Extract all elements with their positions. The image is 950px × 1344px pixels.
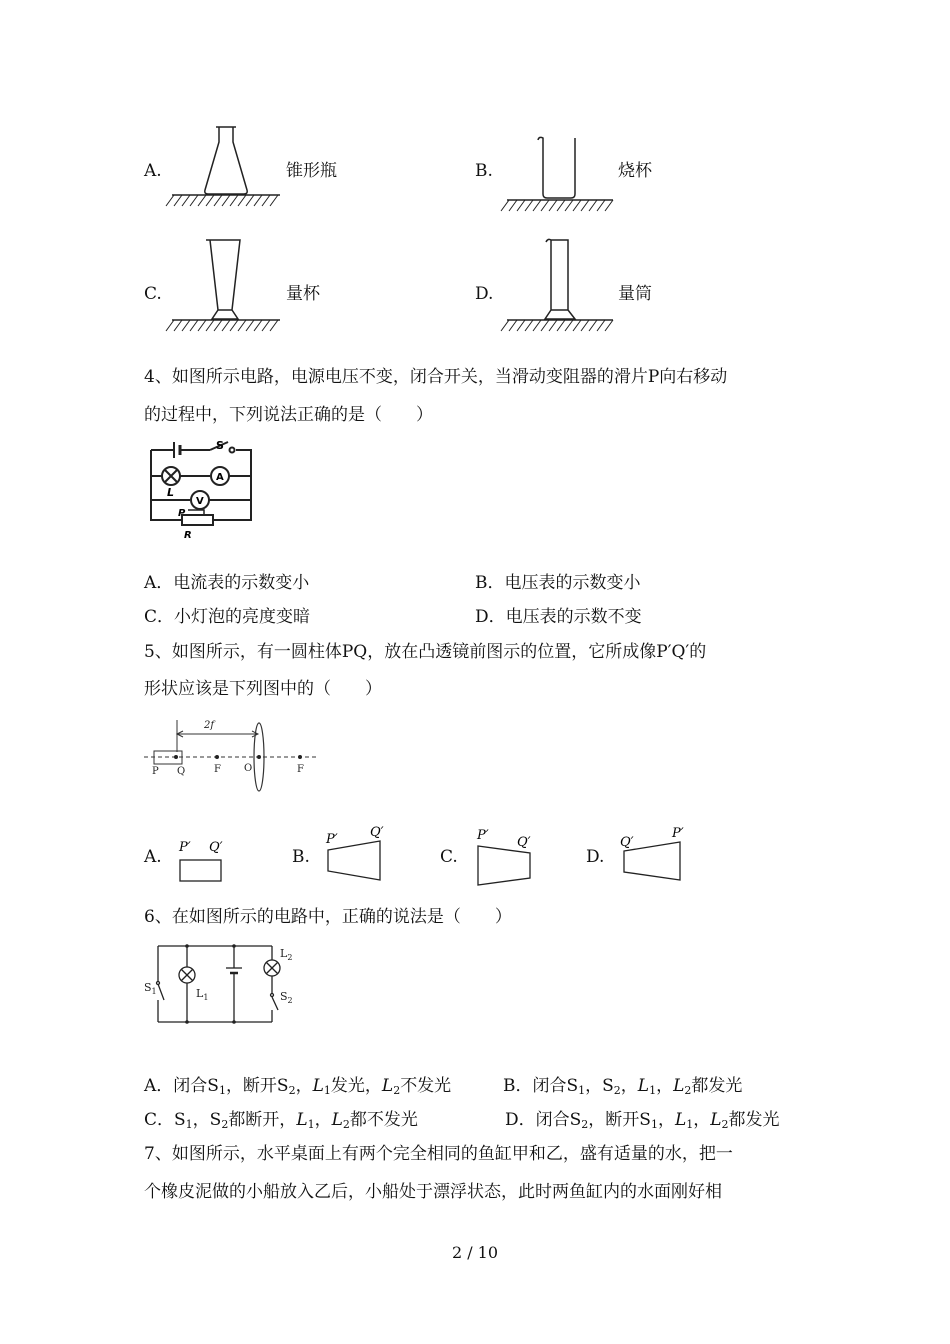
optical-center-label: O xyxy=(244,763,253,774)
option-letter: D. xyxy=(475,284,494,304)
option-name: 量杯 xyxy=(286,284,320,304)
left-label: P′ xyxy=(477,828,489,843)
option-letter: B. xyxy=(292,847,310,867)
q4-stem-line1: 4、如图所示电路，电源电压不变，闭合开关，当滑动变阻器的滑片P向右移动 xyxy=(144,367,728,387)
s2-sub: 2 xyxy=(287,996,293,1005)
slider-label: P xyxy=(178,508,186,519)
q4-circuit-diagram xyxy=(144,436,259,544)
q4-option-d: D．电压表的示数不变 xyxy=(475,607,642,627)
image-shape-d xyxy=(616,822,688,884)
option-letter: B. xyxy=(475,161,493,181)
voltmeter-label: V xyxy=(196,496,204,507)
focus-right-label: F xyxy=(297,764,304,775)
l1-sub: 1 xyxy=(203,993,209,1002)
option-letter: C. xyxy=(144,284,162,304)
q4-option-b: B．电压表的示数变小 xyxy=(475,573,641,593)
option-name: 量筒 xyxy=(618,284,652,304)
option-letter: A. xyxy=(144,161,162,181)
right-label: Q′ xyxy=(209,840,223,855)
q6-option-b: B．闭合$S_1$，$S_2$，$L_1$，$L_2$都发光 xyxy=(503,1076,743,1097)
switch-label: S xyxy=(216,439,224,452)
left-label: Q′ xyxy=(620,835,634,850)
two-f-label: 2f xyxy=(204,720,215,731)
svg-text:S2 xyxy=(280,990,293,1005)
q6-option-d: D．闭合$S_2$，断开$S_1$，$L_1$，$L_2$都发光 xyxy=(505,1110,780,1131)
left-label: P′ xyxy=(179,840,191,855)
lamp-label: L xyxy=(167,486,175,499)
conical-flask-figure xyxy=(170,122,285,212)
focus-left-label: F xyxy=(214,764,221,775)
s2-label: S xyxy=(280,990,288,1003)
option-name: 烧杯 xyxy=(618,161,652,181)
measuring-cup-figure xyxy=(170,232,285,336)
q4-option-a: A．电流表的示数变小 xyxy=(144,573,310,593)
q6-option-c: C．$S_1$，$S_2$都断开，$L_1$，$L_2$都不发光 xyxy=(144,1110,418,1131)
option-letter: A. xyxy=(144,847,162,867)
option-name: 锥形瓶 xyxy=(286,161,337,181)
point-p-label: P xyxy=(152,766,159,777)
page-number: 2 / 10 xyxy=(451,1243,499,1262)
graduated-cylinder-figure xyxy=(505,232,617,336)
image-shape-b xyxy=(322,822,392,884)
q6-circuit-diagram xyxy=(144,938,304,1034)
q4-option-c: C．小灯泡的亮度变暗 xyxy=(144,607,311,627)
option-letter: D. xyxy=(586,847,605,867)
rheostat-label: R xyxy=(184,530,192,541)
q7-stem-line1: 7、如图所示，水平桌面上有两个完全相同的鱼缸甲和乙，盛有适量的水，把一 xyxy=(144,1144,733,1164)
option-letter: C. xyxy=(440,847,458,867)
q5-stem-line1: 5、如图所示，有一圆柱体PQ，放在凸透镜前图示的位置，它所成像P′Q′的 xyxy=(144,642,707,662)
right-label: Q′ xyxy=(517,835,531,850)
q6-stem: 6、在如图所示的电路中，正确的说法是（ ） xyxy=(144,907,512,927)
l1-label: L xyxy=(196,987,204,1000)
beaker-figure xyxy=(505,132,617,214)
point-q-label: Q xyxy=(177,766,186,777)
q5-stem-line2: 形状应该是下列图中的（ ） xyxy=(144,679,382,699)
q4-stem-line2: 的过程中，下列说法正确的是（ ） xyxy=(144,405,433,425)
q6-option-a: A．闭合$S_1$，断开$S_2$，$L_1$发光，$L_2$不发光 xyxy=(144,1076,452,1097)
s1-sub: 1 xyxy=(151,987,157,996)
q7-stem-line2: 个橡皮泥做的小船放入乙后，小船处于漂浮状态，此时两鱼缸内的水面刚好相 xyxy=(144,1182,722,1202)
ammeter-label: A xyxy=(216,472,224,483)
left-label: P′ xyxy=(326,832,338,847)
l2-label: L xyxy=(280,947,288,960)
svg-text:L1 xyxy=(196,987,208,1002)
right-label: Q′ xyxy=(370,825,384,840)
l2-sub: 2 xyxy=(287,953,293,962)
image-shape-a xyxy=(176,832,236,884)
right-label: P′ xyxy=(672,826,684,841)
svg-text:L2 xyxy=(280,947,292,962)
image-shape-c xyxy=(472,822,542,888)
s1-label: S xyxy=(144,981,152,994)
q5-lens-diagram xyxy=(144,712,319,794)
svg-text:S1 xyxy=(144,981,157,996)
